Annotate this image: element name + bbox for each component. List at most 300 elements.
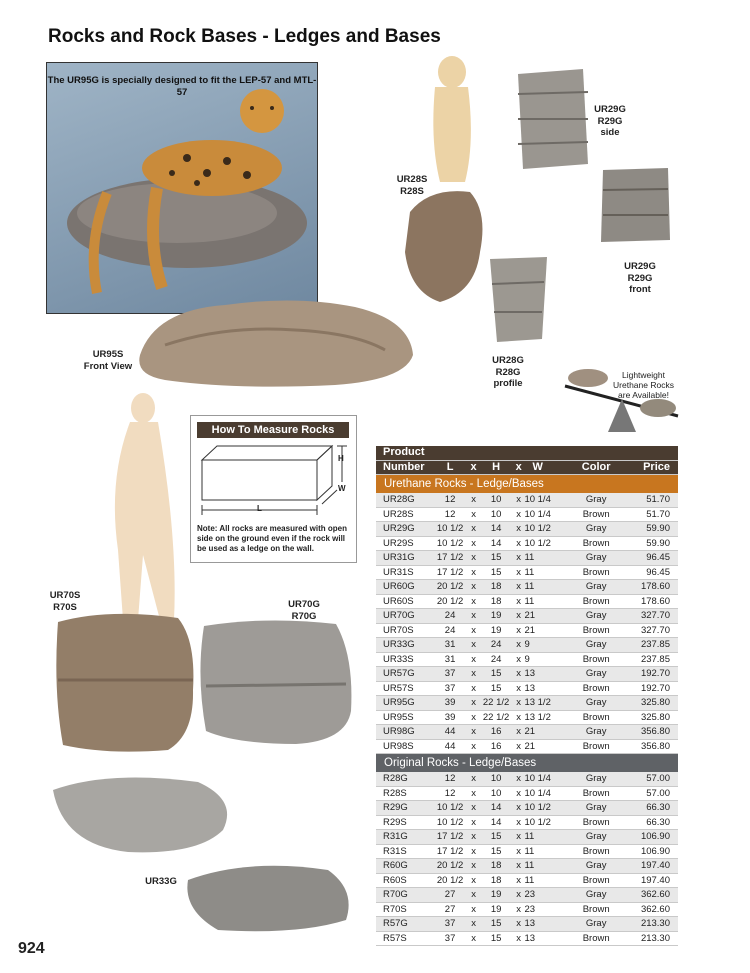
cell-number: UR95S (376, 710, 432, 725)
table-row (376, 873, 678, 888)
measure-note: Note: All rocks are measured with open side on the ground even if the rock will be used as a ledge on the wall. (197, 524, 347, 553)
cell-length: 37 (432, 681, 467, 696)
cell-x: x (468, 551, 480, 566)
cell-price: 362.60 (621, 888, 678, 903)
table-row (376, 551, 678, 566)
cell-color: Brown (571, 739, 621, 754)
cell-price: 178.60 (621, 594, 678, 609)
cell-number: UR95G (376, 696, 432, 711)
cell-color: Brown (571, 507, 621, 522)
cell-x: x (513, 931, 525, 946)
section-header-row (376, 475, 678, 494)
cell-length: 39 (432, 696, 467, 711)
cell-height: 15 (479, 551, 512, 566)
cell-price: 356.80 (621, 739, 678, 754)
cell-price: 192.70 (621, 667, 678, 682)
cell-number: UR33G (376, 638, 432, 653)
table-row (376, 801, 678, 816)
table-row (376, 786, 678, 801)
cell-length: 10 1/2 (432, 815, 467, 830)
cell-number: UR98S (376, 739, 432, 754)
header-product: Product (376, 446, 432, 460)
cell-price: 51.70 (621, 507, 678, 522)
cell-width: 21 (524, 623, 571, 638)
cell-color: Gray (571, 667, 621, 682)
table-row (376, 844, 678, 859)
cell-x: x (513, 623, 525, 638)
cell-price: 51.70 (621, 493, 678, 507)
cell-number: R70S (376, 902, 432, 917)
cell-length: 20 1/2 (432, 594, 467, 609)
cell-height: 18 (479, 594, 512, 609)
table-row (376, 888, 678, 903)
cell-x: x (468, 888, 480, 903)
table-row (376, 667, 678, 682)
cell-height: 10 (479, 493, 512, 507)
cell-height: 15 (479, 565, 512, 580)
cell-x: x (468, 859, 480, 874)
table-row (376, 580, 678, 595)
cell-x: x (468, 815, 480, 830)
cell-color: Brown (571, 902, 621, 917)
cell-x: x (513, 888, 525, 903)
cell-x: x (468, 772, 480, 786)
cell-color: Brown (571, 931, 621, 946)
cell-number: UR31S (376, 565, 432, 580)
cell-price: 325.80 (621, 710, 678, 725)
cell-width: 9 (524, 652, 571, 667)
cell-x: x (468, 522, 480, 537)
cell-number: UR70G (376, 609, 432, 624)
cell-color: Brown (571, 844, 621, 859)
cell-length: 31 (432, 638, 467, 653)
cell-x: x (468, 580, 480, 595)
caption-ur70g: UR70G R70G (288, 599, 320, 622)
cell-width: 10 1/4 (524, 772, 571, 786)
cell-price: 106.90 (621, 830, 678, 845)
cell-x: x (513, 830, 525, 845)
cell-height: 19 (479, 902, 512, 917)
cell-x: x (468, 609, 480, 624)
caption-ur29g-side: UR29G R29G side (594, 104, 626, 138)
cell-length: 17 1/2 (432, 830, 467, 845)
cell-x: x (468, 565, 480, 580)
cell-height: 14 (479, 815, 512, 830)
cell-width: 13 1/2 (524, 710, 571, 725)
cell-price: 106.90 (621, 844, 678, 859)
cell-width: 10 1/4 (524, 786, 571, 801)
cell-length: 20 1/2 (432, 580, 467, 595)
cell-x: x (468, 739, 480, 754)
cell-price: 362.60 (621, 902, 678, 917)
cell-length: 10 1/2 (432, 536, 467, 551)
cell-price: 192.70 (621, 681, 678, 696)
cell-number: R60S (376, 873, 432, 888)
cell-number: R60G (376, 859, 432, 874)
cell-length: 12 (432, 786, 467, 801)
cell-number: UR33S (376, 652, 432, 667)
cell-width: 21 (524, 725, 571, 740)
cell-height: 22 1/2 (479, 696, 512, 711)
cell-x: x (468, 681, 480, 696)
cell-number: UR29G (376, 522, 432, 537)
cell-height: 24 (479, 638, 512, 653)
cell-x: x (468, 873, 480, 888)
table-row (376, 565, 678, 580)
table-row (376, 772, 678, 786)
cell-length: 24 (432, 623, 467, 638)
header-color: Color (571, 460, 621, 475)
lightweight-note: Lightweight Urethane Rocks are Available! (613, 370, 674, 400)
cell-length: 24 (432, 609, 467, 624)
cell-length: 44 (432, 739, 467, 754)
cell-x: x (468, 493, 480, 507)
cell-length: 37 (432, 931, 467, 946)
cell-color: Brown (571, 815, 621, 830)
cell-x: x (468, 507, 480, 522)
cell-length: 39 (432, 710, 467, 725)
cell-number: UR57S (376, 681, 432, 696)
cell-x: x (513, 710, 525, 725)
cell-number: UR29S (376, 536, 432, 551)
cell-color: Brown (571, 681, 621, 696)
ur28g-profile-image (482, 254, 554, 346)
measure-title: How To Measure Rocks (197, 422, 349, 438)
table-row (376, 739, 678, 754)
cell-color: Brown (571, 536, 621, 551)
cell-x: x (513, 815, 525, 830)
cell-width: 11 (524, 830, 571, 845)
cell-height: 19 (479, 609, 512, 624)
cell-x: x (468, 931, 480, 946)
cell-color: Gray (571, 522, 621, 537)
cell-color: Brown (571, 710, 621, 725)
cell-width: 23 (524, 888, 571, 903)
cell-x: x (513, 696, 525, 711)
cell-length: 31 (432, 652, 467, 667)
cell-width: 10 1/4 (524, 507, 571, 522)
cell-width: 13 (524, 931, 571, 946)
ur70s-figure-image (48, 390, 198, 755)
header-number: Number (376, 460, 432, 475)
cell-number: R28S (376, 786, 432, 801)
header-l: L (432, 460, 467, 475)
cell-x: x (468, 696, 480, 711)
cell-x: x (513, 493, 525, 507)
cell-x: x (513, 801, 525, 816)
cell-x: x (468, 786, 480, 801)
cell-width: 10 1/2 (524, 522, 571, 537)
table-row (376, 594, 678, 609)
table-row (376, 931, 678, 946)
cell-x: x (513, 844, 525, 859)
cell-price: 213.30 (621, 931, 678, 946)
cell-color: Gray (571, 493, 621, 507)
cell-width: 21 (524, 609, 571, 624)
cell-color: Gray (571, 551, 621, 566)
cell-height: 19 (479, 623, 512, 638)
cell-height: 24 (479, 652, 512, 667)
cell-height: 15 (479, 917, 512, 932)
cell-x: x (513, 652, 525, 667)
table-row (376, 725, 678, 740)
cell-color: Gray (571, 917, 621, 932)
cell-x: x (513, 638, 525, 653)
cell-x: x (468, 902, 480, 917)
cell-color: Brown (571, 873, 621, 888)
cell-x: x (513, 667, 525, 682)
table-row (376, 710, 678, 725)
cell-width: 13 (524, 917, 571, 932)
cell-height: 10 (479, 786, 512, 801)
cell-height: 14 (479, 801, 512, 816)
cell-number: UR31G (376, 551, 432, 566)
cell-x: x (513, 507, 525, 522)
cell-width: 11 (524, 551, 571, 566)
cell-x: x (468, 801, 480, 816)
ur29g-front-image (598, 165, 673, 245)
header-h: H (479, 460, 512, 475)
section-title: Urethane Rocks - Ledge/Bases (376, 475, 678, 494)
photo-note: The UR95G is specially designed to fit the LEP-57 and MTL-57 (47, 75, 317, 98)
price-table (376, 446, 678, 946)
cell-x: x (468, 667, 480, 682)
table-row (376, 902, 678, 917)
header-x1: x (468, 460, 480, 475)
cell-height: 15 (479, 931, 512, 946)
table-header-row-1 (376, 446, 678, 460)
cell-height: 10 (479, 772, 512, 786)
ur29g-side-image (513, 64, 593, 172)
cell-height: 10 (479, 507, 512, 522)
page-number: 924 (18, 940, 45, 957)
cell-length: 37 (432, 667, 467, 682)
cell-length: 20 1/2 (432, 859, 467, 874)
cell-x: x (468, 652, 480, 667)
cell-x: x (468, 536, 480, 551)
cell-x: x (513, 786, 525, 801)
cell-color: Gray (571, 609, 621, 624)
cell-height: 15 (479, 667, 512, 682)
cell-price: 197.40 (621, 859, 678, 874)
cell-price: 237.85 (621, 652, 678, 667)
cell-number: UR28G (376, 493, 432, 507)
cell-width: 23 (524, 902, 571, 917)
cell-color: Brown (571, 594, 621, 609)
cell-x: x (513, 902, 525, 917)
cell-x: x (513, 594, 525, 609)
cell-height: 14 (479, 536, 512, 551)
section-title: Original Rocks - Ledge/Bases (376, 754, 678, 773)
cell-number: R31G (376, 830, 432, 845)
cell-number: UR57G (376, 667, 432, 682)
cell-x: x (468, 844, 480, 859)
cell-price: 57.00 (621, 772, 678, 786)
cell-number: R31S (376, 844, 432, 859)
cell-length: 12 (432, 772, 467, 786)
cell-width: 11 (524, 859, 571, 874)
table-row (376, 623, 678, 638)
cell-height: 18 (479, 859, 512, 874)
cell-x: x (468, 710, 480, 725)
cell-number: R57S (376, 931, 432, 946)
cell-number: UR98G (376, 725, 432, 740)
cell-number: R29S (376, 815, 432, 830)
table-row (376, 536, 678, 551)
table-row (376, 493, 678, 507)
caption-ur29g-front: UR29G R29G front (624, 261, 656, 295)
cell-price: 59.90 (621, 522, 678, 537)
cell-width: 11 (524, 873, 571, 888)
caption-ur70s: UR70S R70S (49, 590, 81, 613)
cell-width: 11 (524, 580, 571, 595)
cell-width: 13 (524, 667, 571, 682)
header-w: W (524, 460, 571, 475)
cell-price: 327.70 (621, 609, 678, 624)
leopard-photo (46, 62, 318, 314)
cell-height: 15 (479, 830, 512, 845)
cell-height: 18 (479, 873, 512, 888)
table-header-row-2 (376, 460, 678, 475)
cell-color: Brown (571, 623, 621, 638)
section-header-row (376, 754, 678, 773)
cell-number: UR60S (376, 594, 432, 609)
table-row (376, 638, 678, 653)
label-l: L (257, 504, 262, 513)
cell-price: 325.80 (621, 696, 678, 711)
cell-length: 37 (432, 917, 467, 932)
cell-height: 15 (479, 681, 512, 696)
header-price: Price (621, 460, 678, 475)
cell-x: x (468, 594, 480, 609)
caption-ur33g: UR33G (145, 876, 177, 887)
cell-price: 197.40 (621, 873, 678, 888)
cell-length: 20 1/2 (432, 873, 467, 888)
cell-x: x (468, 638, 480, 653)
cell-length: 17 1/2 (432, 565, 467, 580)
cell-number: UR70S (376, 623, 432, 638)
cell-color: Gray (571, 638, 621, 653)
cell-color: Brown (571, 786, 621, 801)
cell-x: x (513, 873, 525, 888)
cell-length: 27 (432, 902, 467, 917)
cell-height: 14 (479, 522, 512, 537)
cell-length: 10 1/2 (432, 522, 467, 537)
cell-number: R28G (376, 772, 432, 786)
table-row (376, 681, 678, 696)
cell-width: 13 (524, 681, 571, 696)
cell-width: 21 (524, 739, 571, 754)
cell-x: x (513, 609, 525, 624)
cell-price: 96.45 (621, 551, 678, 566)
cell-number: R70G (376, 888, 432, 903)
cell-color: Gray (571, 580, 621, 595)
cell-length: 12 (432, 493, 467, 507)
ur95s-rock-image (135, 295, 415, 390)
cell-color: Gray (571, 772, 621, 786)
cell-color: Gray (571, 725, 621, 740)
cell-height: 15 (479, 844, 512, 859)
cell-price: 178.60 (621, 580, 678, 595)
cell-price: 57.00 (621, 786, 678, 801)
cell-length: 17 1/2 (432, 551, 467, 566)
cell-color: Gray (571, 801, 621, 816)
caption-ur28g: UR28G R28G profile (492, 355, 524, 389)
cell-color: Gray (571, 696, 621, 711)
caption-ur28s: UR28S R28S (396, 174, 428, 197)
cell-length: 10 1/2 (432, 801, 467, 816)
table-row (376, 609, 678, 624)
label-w: W (338, 484, 346, 493)
cell-length: 12 (432, 507, 467, 522)
cell-height: 18 (479, 580, 512, 595)
cell-width: 10 1/2 (524, 801, 571, 816)
table-row (376, 696, 678, 711)
cell-height: 22 1/2 (479, 710, 512, 725)
cell-width: 13 1/2 (524, 696, 571, 711)
cell-color: Brown (571, 652, 621, 667)
table-row (376, 815, 678, 830)
cell-x: x (513, 580, 525, 595)
cell-color: Brown (571, 565, 621, 580)
cell-width: 11 (524, 844, 571, 859)
cell-number: UR28S (376, 507, 432, 522)
cell-width: 11 (524, 565, 571, 580)
cell-height: 16 (479, 739, 512, 754)
measure-diagram (197, 442, 352, 522)
cell-x: x (513, 522, 525, 537)
table-row (376, 522, 678, 537)
header-x2: x (513, 460, 525, 475)
cell-x: x (468, 917, 480, 932)
cell-number: R29G (376, 801, 432, 816)
cell-x: x (513, 725, 525, 740)
cell-number: R57G (376, 917, 432, 932)
cell-x: x (513, 681, 525, 696)
cell-length: 17 1/2 (432, 844, 467, 859)
cell-width: 11 (524, 594, 571, 609)
caption-ur95s: UR95S Front View (83, 349, 133, 372)
page-title: Rocks and Rock Bases - Ledges and Bases (48, 26, 441, 47)
cell-x: x (513, 772, 525, 786)
cell-x: x (513, 917, 525, 932)
cell-price: 59.90 (621, 536, 678, 551)
cell-color: Gray (571, 830, 621, 845)
cell-number: UR60G (376, 580, 432, 595)
cell-x: x (513, 565, 525, 580)
cell-price: 237.85 (621, 638, 678, 653)
cell-x: x (513, 551, 525, 566)
ur33g-rock-image (48, 770, 358, 935)
cell-width: 9 (524, 638, 571, 653)
cell-length: 27 (432, 888, 467, 903)
cell-x: x (513, 536, 525, 551)
cell-price: 213.30 (621, 917, 678, 932)
cell-price: 66.30 (621, 815, 678, 830)
ur70g-rock-image (196, 616, 356, 746)
cell-x: x (513, 739, 525, 754)
cell-width: 10 1/2 (524, 536, 571, 551)
cell-price: 356.80 (621, 725, 678, 740)
cell-x: x (468, 623, 480, 638)
cell-width: 10 1/2 (524, 815, 571, 830)
label-h: H (338, 454, 344, 463)
cell-price: 327.70 (621, 623, 678, 638)
cell-height: 16 (479, 725, 512, 740)
cell-width: 10 1/4 (524, 493, 571, 507)
cell-x: x (468, 830, 480, 845)
cell-x: x (513, 859, 525, 874)
